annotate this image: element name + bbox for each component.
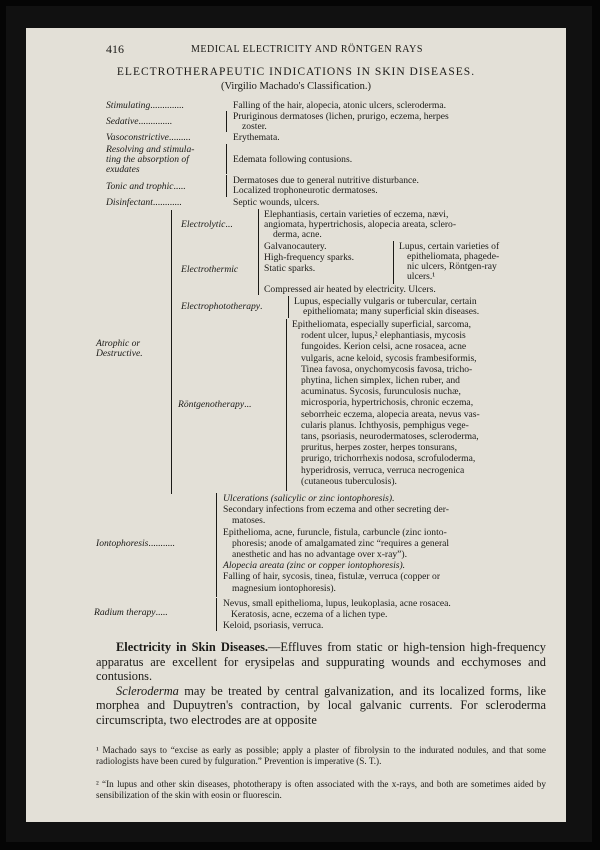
brace-electrophototherapy [288, 296, 289, 318]
paragraph-2: Scleroderma may be treated by central galvanization, and its localized forms, like morphea and Dupuytren's contraction, by local galvanic currents. For scleroderma circumscripta, two electrodes are at opposite [96, 683, 546, 727]
book-page [26, 28, 566, 822]
footnote-1: ¹ Machado says to “excise as early as possible; apply a plaster of fibrolysin to the indurated nodules, and that some radiologists have been cured by fulguration.” Prevention is imperative (S. T.). [96, 745, 546, 766]
label-stimulating: Stimulating.............. [106, 100, 184, 111]
brace-radium [216, 598, 217, 631]
brace-sedative [226, 111, 227, 132]
text-radium-3: Keloid, psoriasis, verruca. [223, 620, 324, 631]
text-lupus-1: Lupus, certain varieties of [399, 241, 500, 252]
label-resolving-1: Resolving and stimula- [106, 144, 195, 155]
text-rontgen-11: tans, psoriasis, neurodermatoses, scleroderma, [301, 431, 479, 442]
text-rontgen-9: seborrheic eczema, alopecia areata, nevus vas- [301, 408, 480, 420]
label-disinfectant: Disinfectant............ [106, 197, 182, 208]
text-rontgen-7: acuminatus. Sycosis, furunculosis nuchæ, [301, 386, 461, 398]
text-ionto-6: anesthetic and has no advantage over x-ray”). [232, 549, 408, 560]
text-ionto-2: Secondary infections from eczema and other secreting der- [223, 504, 449, 516]
text-galvanocautery: Galvanocautery. [264, 241, 327, 252]
running-head: MEDICAL ELECTRICITY AND RÖNTGEN RAYS [191, 44, 423, 55]
text-static-sparks: Static sparks. [264, 263, 316, 274]
text-ionto-5: phoresis; anode of amalgamated zinc “requires a general [232, 537, 450, 549]
text-rontgen-5: Tinea favosa, onychomycosis favosa, tricho- [301, 363, 473, 375]
text-resolving: Edemata following contusions. [233, 154, 353, 165]
paragraph-1: Electricity in Skin Diseases.—Effluves from static or high-tension high-frequency apparatus are excellent for erysipelas and suppurating wounds and ecchymoses and contusions. [96, 640, 546, 683]
text-sedative-1: Pruriginous dermatoses (lichen, prurigo, eczema, herpes [233, 111, 449, 122]
body-text [96, 640, 546, 727]
text-rontgen-14: hyperidrosis, verruca, verruca necrogenica [301, 464, 465, 476]
text-rontgen-12: pruritus, herpes zoster, herpes tonsurans, [301, 442, 458, 454]
text-rontgen-13: prurigo, trichorrhexis nodosa, scrofuloderma, [301, 453, 476, 465]
text-rontgen-2: rodent ulcer, lupus,² elephantiasis, mycosis [301, 330, 466, 342]
brace-resolving [226, 144, 227, 174]
text-electrolytic-1: Elephantiasis, certain varieties of eczema, nævi, [264, 209, 449, 220]
text-lupus-2: epitheliomata, phagede- [407, 251, 500, 262]
brace-electrothermic [258, 241, 259, 295]
label-sedative: Sedative.............. [106, 116, 173, 127]
text-rontgen-15: (cutaneous tuberculosis). [301, 475, 397, 487]
page-number: 416 [106, 42, 124, 56]
text-rontgen-8: microsporia, hypertrichosis, chronic eczema, [301, 397, 474, 409]
text-disinfectant: Septic wounds, ulcers. [233, 197, 320, 208]
text-electrophoto-1: Lupus, especially vulgaris or tubercular, certain [294, 296, 477, 307]
table-title: ELECTROTHERAPEUTIC INDICATIONS IN SKIN DISEASES. [116, 66, 476, 78]
text-ionto-4: Epithelioma, acne, furuncle, fistula, carbuncle (zinc ionto- [223, 526, 447, 538]
text-compressed-air: Compressed air heated by electricity. Ulcers. [264, 284, 436, 295]
text-ionto-1: Ulcerations (salicylic or zinc iontophoresis). [223, 493, 395, 504]
text-rontgen-6: phytina, lichen simplex, lichen ruber, and [301, 375, 460, 386]
label-vasoconstrictive: Vasoconstrictive......... [106, 132, 191, 143]
label-resolving-2: ting the absorption of [106, 154, 189, 165]
text-rontgen-3: fungoides. Kerion celsi, acne rosacea, acne [301, 341, 467, 353]
text-rontgen-10: cularis planus. Ichthyosis, pemphigus vege- [301, 419, 469, 431]
text-tonic-1: Dermatoses due to general nutritive disturbance. [233, 175, 419, 186]
text-electrolytic-2: angiomata, hypertrichosis, alopecia areata, sclero- [264, 219, 457, 230]
label-electrothermic: Electrothermic [181, 264, 239, 275]
text-lupus-4: ulcers.¹ [407, 271, 436, 282]
text-ionto-7: Alopecia areata (zinc or copper iontophoresis). [223, 560, 406, 572]
brace-atrophic [171, 210, 172, 494]
text-sedative-2: zoster. [242, 121, 267, 132]
text-electrolytic-3: derma, acne. [273, 229, 322, 240]
label-electrolytic: Electrolytic... [181, 219, 233, 230]
brace-iontophoresis [216, 493, 217, 597]
section-heading: Electricity in Skin Diseases. [116, 640, 269, 654]
text-electrophoto-2: epitheliomata; many superficial skin diseases. [303, 306, 480, 317]
label-atrophic-2: Destructive. [96, 348, 143, 359]
text-hf-sparks: High-frequency sparks. [264, 252, 355, 263]
brace-tonic [226, 175, 227, 197]
label-resolving-3: exudates [106, 164, 140, 175]
label-iontophoresis: Iontophoresis........... [96, 538, 175, 549]
label-atrophic-1: Atrophic or [96, 338, 141, 349]
text-stimulating: Falling of the hair, alopecia, atonic ulcers, scleroderma. [233, 100, 446, 111]
brace-rontgenotherapy [286, 319, 287, 491]
footnote-2: ² “In lupus and other skin diseases, phototherapy is often associated with the x-rays, and both are sometimes aided by sensibilization of the skin with eosin or fluorescin. [96, 779, 546, 800]
brace-electrothermic-indications [393, 241, 394, 284]
table-subtitle: (Virgilio Machado's Classification.) [220, 81, 372, 92]
text-ionto-3: matoses. [232, 515, 266, 527]
text-tonic-2: Localized trophoneurotic dermatoses. [233, 185, 378, 196]
label-electrophototherapy: Electrophototherapy. [181, 301, 263, 312]
label-tonic: Tonic and trophic..... [106, 181, 186, 192]
text-rontgen-4: vulgaris, acne keloid, sycosis frambesiformis, [301, 352, 477, 364]
text-ionto-9: magnesium iontophoresis). [232, 582, 336, 594]
text-ionto-8: Falling of hair, sycosis, tinea, fistulæ, verruca (copper or [223, 571, 441, 583]
text-radium-1: Nevus, small epithelioma, lupus, leukoplasia, acne rosacea. [223, 598, 451, 609]
label-radium: Radium therapy..... [94, 607, 168, 618]
label-rontgenotherapy: Röntgenotherapy... [178, 399, 252, 410]
text-radium-2: Keratosis, acne, eczema of a lichen type. [231, 609, 388, 620]
text-lupus-3: nic ulcers, Röntgen-ray [407, 261, 497, 272]
brace-electrolytic [258, 209, 259, 241]
text-rontgen-1: Epitheliomata, especially superficial, sarcoma, [292, 319, 472, 330]
text-vasoconstrictive: Erythemata. [233, 132, 280, 143]
